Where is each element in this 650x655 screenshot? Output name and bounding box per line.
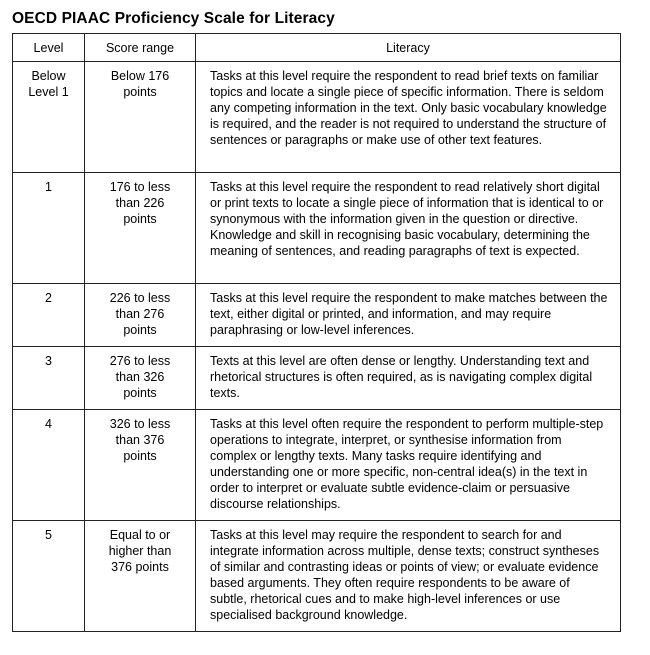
description-cell: Tasks at this level may require the respondent to search for and integrate information across multiple, dense texts; construct syntheses of similar and contrasting ideas or points of view; or evaluate evidence based arguments. They often require respondents to be aware of subtle, rhetorical cues and to make high-level inferences or use specialised background knowledge. <box>196 521 621 632</box>
score-range-text: 226 to less than 276 points <box>109 291 171 337</box>
score-range-cell <box>85 173 196 284</box>
page-title: OECD PIAAC Proficiency Scale for Literacy <box>12 10 335 27</box>
table-row <box>13 521 621 632</box>
score-range-text: 276 to less than 326 points <box>109 354 171 400</box>
level-cell: 4 <box>13 410 85 521</box>
description-cell: Texts at this level are often dense or lengthy. Understanding text and rhetorical structures is often required, as is navigating complex digital texts. <box>196 347 621 410</box>
description-cell: Tasks at this level often require the respondent to perform multiple-step operations to integrate, interpret, or synthesise information from complex or lengthy texts. Many tasks require identifying and understanding one or more specific, non-central idea(s) in the text in order to interpret or evaluate subtle evidence-claim or persuasive discourse relationships. <box>196 410 621 521</box>
score-range-text: 326 to less than 376 points <box>109 417 171 463</box>
table-row <box>13 284 621 347</box>
level-cell: 1 <box>13 173 85 284</box>
table-row <box>13 62 621 173</box>
description-cell: Tasks at this level require the respondent to make matches between the text, either digital or printed, and information, and may require paraphrasing or low-level inferences. <box>196 284 621 347</box>
score-range-text: Below 176 points <box>110 69 170 99</box>
score-range-cell <box>85 410 196 521</box>
score-range-cell <box>85 521 196 632</box>
score-range-cell <box>85 62 196 173</box>
table-row <box>13 347 621 410</box>
level-cell: 3 <box>13 347 85 410</box>
description-cell: Tasks at this level require the respondent to read brief texts on familiar topics and locate a single piece of specific information. There is seldom any competing information in the text. Only basic vocabulary knowledge is required, and the reader is not required to understand the structure of sentences or paragraphs or make use of other text features. <box>196 62 621 173</box>
score-range-cell <box>85 284 196 347</box>
header-score-range: Score range <box>85 34 196 62</box>
level-cell: 5 <box>13 521 85 632</box>
header-literacy: Literacy <box>196 34 621 62</box>
table-row <box>13 173 621 284</box>
score-range-text: 176 to less than 226 points <box>109 180 171 226</box>
table-header-row <box>13 34 621 62</box>
score-range-text: Equal to or higher than 376 points <box>108 528 172 574</box>
score-range-cell <box>85 347 196 410</box>
proficiency-table <box>12 33 621 632</box>
level-cell: 2 <box>13 284 85 347</box>
level-text: Below Level 1 <box>28 69 69 99</box>
description-cell: Tasks at this level require the respondent to read relatively short digital or print texts to locate a single piece of information that is identical to or synonymous with the information given in the question or directive. Knowledge and skill in recognising basic vocabulary, determining the meaning of sentences, and reading paragraphs of text is expected. <box>196 173 621 284</box>
level-cell <box>13 62 85 173</box>
header-level: Level <box>13 34 85 62</box>
table-row <box>13 410 621 521</box>
